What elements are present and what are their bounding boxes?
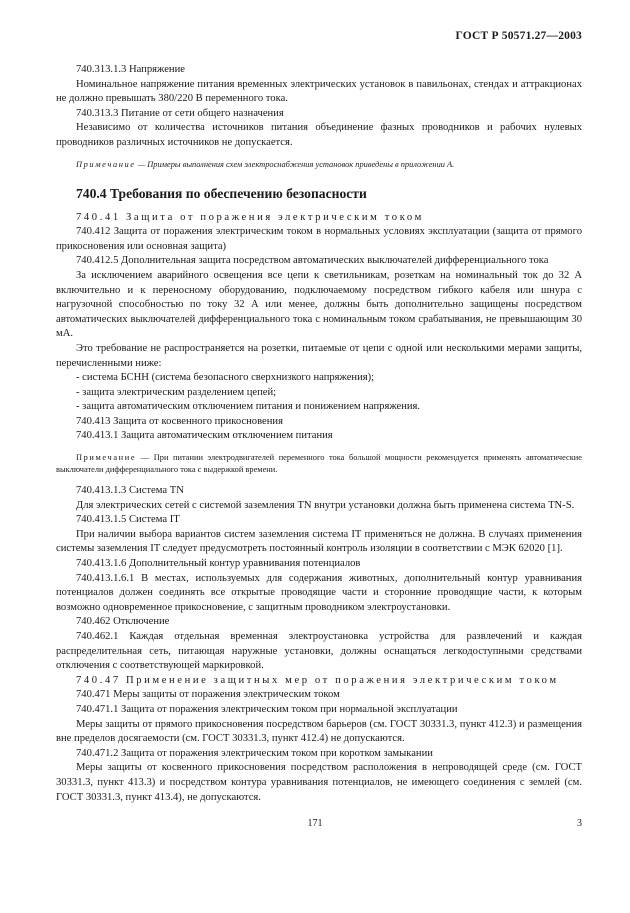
clause-heading: 740.413.1.3 Система TN <box>76 485 184 497</box>
note <box>56 159 582 171</box>
paragraph: 740.462.1 Каждая отдельная временная электроустановка устройства для развлечений и каждая распределительная сеть, питающая наружные установки, должны оснащаться легкодоступными средствами отключения с соответствующей маркировкой. <box>56 631 582 672</box>
paragraph: Меры защиты от прямого прикосновения посредством барьеров (см. ГОСТ 30331.3, пункт 412.3) и размещения вне пределов досягаемости (см. ГОСТ 30331.3, пункт 412.4) не допускаются. <box>56 718 582 745</box>
clause-heading: 740.462 Отключение <box>76 616 170 628</box>
clause-heading: 740.47 Применение защитных мер от поражения электрическим током <box>76 674 559 686</box>
document-id-header: ГОСТ Р 50571.27—2003 <box>455 30 582 42</box>
clause-heading: 740.471 Меры защиты от поражения электрическим током <box>76 689 340 701</box>
list-item: - защита электрическим разделением цепей; <box>76 386 277 398</box>
note-text: — При питании электродвигателей переменного тока большой мощности рекомендуется применять автоматические выключатели дифференциального тока с выдержкой времени. <box>56 453 582 475</box>
paragraph: Меры защиты от косвенного прикосновения посредством расположения в непроводящей среде (см. ГОСТ 30331.3, пункт 413.3) и посредством контура уравнивания потенциалов, не имеющего соединения с землей (см. ГОСТ 30331.3, пункт 413.4), не допускаются. <box>56 762 582 803</box>
note-label: Примечание <box>76 453 137 463</box>
section-title: 740.4 Требования по обеспечению безопасности <box>76 185 367 201</box>
document-body <box>56 63 582 805</box>
list-item: - система БСНН (система безопасного сверхнизкого напряжения); <box>76 372 375 384</box>
clause-heading: 740.471.2 Защита от поражения электрическим током при коротком замыкании <box>76 747 433 759</box>
paragraph: При наличии выбора вариантов систем заземления система IT применяться не должна. В случаях применения системы заземления IT следует предусмотреть постоянный контроль изоляции в соответствии с МЭК 62020 [1]. <box>56 528 582 555</box>
paragraph: За исключением аварийного освещения все цепи к светильникам, розеткам на номинальный ток до 32 А включительно и к переносному оборудованию, подключаемому посредством гибкого кабеля или шнура с нагрузочной способностью по току 32 А или менее, должны быть дополнительно защищены посредством автоматических выключателей дифференциального тока с номинальным током срабатывания, не превышающим 30 мА. <box>56 269 582 340</box>
paragraph: Это требование не распространяется на розетки, питаемые от цепи с одной или несколькими мерами защиты, перечисленными ниже: <box>56 342 582 369</box>
paragraph: 740.413.1.6.1 В местах, используемых для содержания животных, дополнительный контур уравнивания потенциалов должен соединять все открытые проводящие части и сторонние проводящие части, к которым возможно одновременное прикосновение, с защитным проводником электроустановки. <box>56 572 582 613</box>
paragraph: Номинальное напряжение питания временных электрических установок в павильонах, стендах и аттракционах не должно превышать 380/220 В переменного тока. <box>56 78 582 105</box>
note-text: — Примеры выполнения схем электроснабжения установок приведены в приложении А. <box>135 159 455 169</box>
clause-heading: 740.471.1 Защита от поражения электрическим током при нормальной эксплуатации <box>76 703 458 715</box>
paragraph: Независимо от количества источников питания объединение фазных проводников и рабочих нулевых проводников различных источников не допускается. <box>56 122 582 148</box>
clause-heading: 740.413.1.6 Дополнительный контур уравнивания потенциалов <box>76 558 361 570</box>
list-item: - защита автоматическим отключением питания и понижением напряжения. <box>76 401 421 413</box>
clause-heading: 740.412 Защита от поражения электрическим током в нормальных условиях эксплуатации (защита от прямого прикосновения или основная защита) <box>56 226 582 252</box>
clause-heading: 740.313.3 Питание от сети общего назначения <box>76 107 284 119</box>
page-number: 171 <box>307 818 323 829</box>
sheet-number: 3 <box>577 818 582 829</box>
clause-heading: 740.413.1.5 Система IT <box>76 514 180 526</box>
clause-heading: 740.412.5 Дополнительная защита посредством автоматических выключателей дифференциального тока <box>76 255 549 267</box>
clause-heading: 740.313.1.3 Напряжение <box>76 64 185 75</box>
clause-heading: 740.41 Защита от поражения электрическим током <box>76 211 424 223</box>
clause-heading: 740.413.1 Защита автоматическим отключением питания <box>76 430 333 442</box>
note <box>56 452 582 476</box>
clause-heading: 740.413 Защита от косвенного прикосновения <box>76 415 283 427</box>
paragraph: Для электрических сетей с системой заземления TN внутри установки должна быть применена система TN-S. <box>76 499 575 511</box>
note-label: Примечание <box>76 159 136 169</box>
